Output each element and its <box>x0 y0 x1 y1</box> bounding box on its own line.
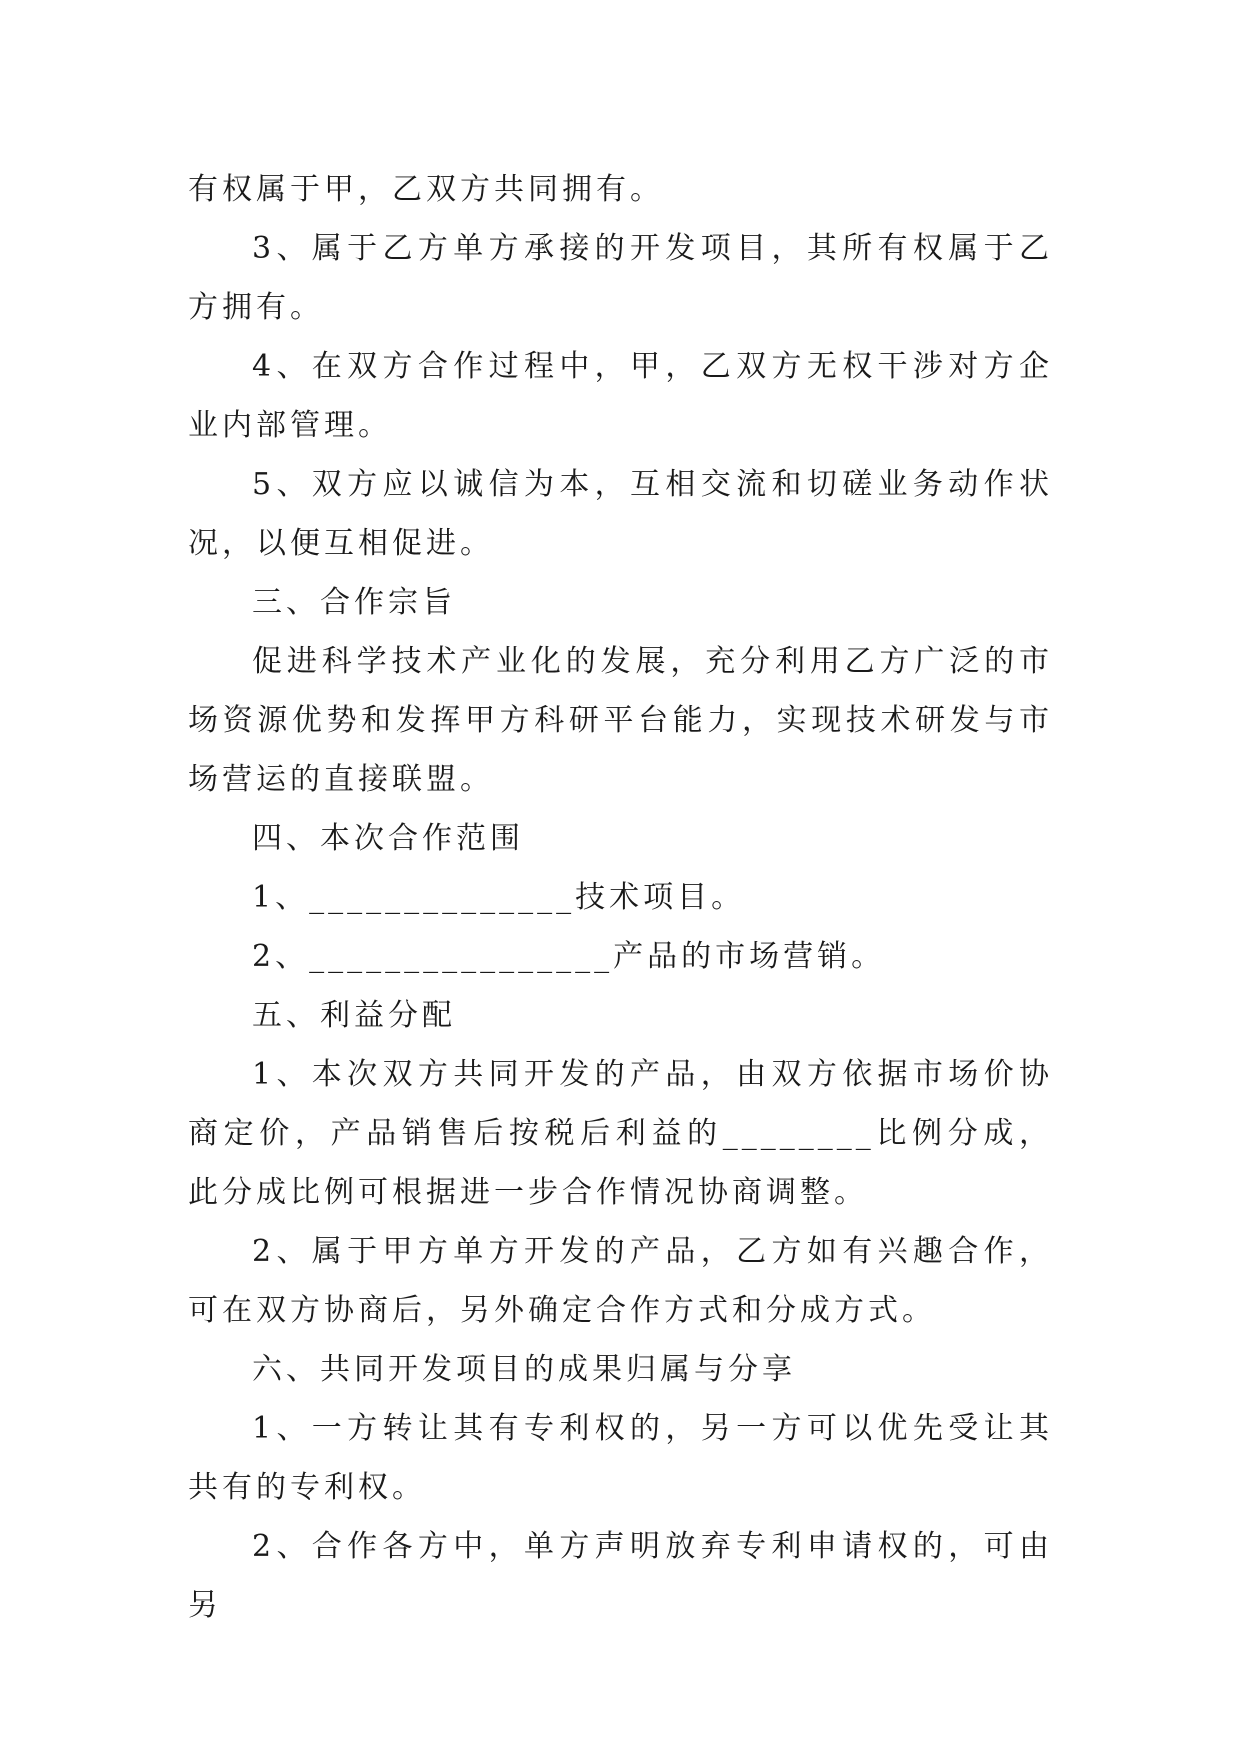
section-heading: 三、合作宗旨 <box>252 585 456 620</box>
paragraph: 有权属于甲，乙双方共同拥有。 <box>188 172 664 207</box>
paragraph: 2、合作各方中，单方声明放弃专利申请权的，可由另 <box>188 1529 1053 1623</box>
paragraph: 5、双方应以诚信为本，互相交流和切磋业务动作状况，以便互相促进。 <box>188 467 1053 561</box>
paragraph: 促进科学技术产业化的发展，充分利用乙方广泛的市场资源优势和发挥甲方科研平台能力，实现技术研发与市场营运的直接联盟。 <box>188 644 1053 797</box>
paragraph: 3、属于乙方单方承接的开发项目，其所有权属于乙方拥有。 <box>188 231 1053 325</box>
section-heading: 五、利益分配 <box>252 998 456 1033</box>
paragraph: 1、本次双方共同开发的产品，由双方依据市场价协商定价，产品销售后按税后利益的________比例分成，此分成比例可根据进一步合作情况协商调整。 <box>188 1057 1053 1210</box>
paragraph: 2、________________产品的市场营销。 <box>252 939 886 974</box>
document-body <box>188 160 1053 1635</box>
section-heading: 四、本次合作范围 <box>252 821 524 856</box>
paragraph: 1、______________技术项目。 <box>252 880 746 915</box>
paragraph: 2、属于甲方单方开发的产品，乙方如有兴趣合作，可在双方协商后，另外确定合作方式和分成方式。 <box>188 1234 1053 1328</box>
paragraph: 4、在双方合作过程中，甲，乙双方无权干涉对方企业内部管理。 <box>188 349 1053 443</box>
section-heading: 六、共同开发项目的成果归属与分享 <box>252 1352 796 1387</box>
paragraph: 1、一方转让其有专利权的，另一方可以优先受让其共有的专利权。 <box>188 1411 1053 1505</box>
